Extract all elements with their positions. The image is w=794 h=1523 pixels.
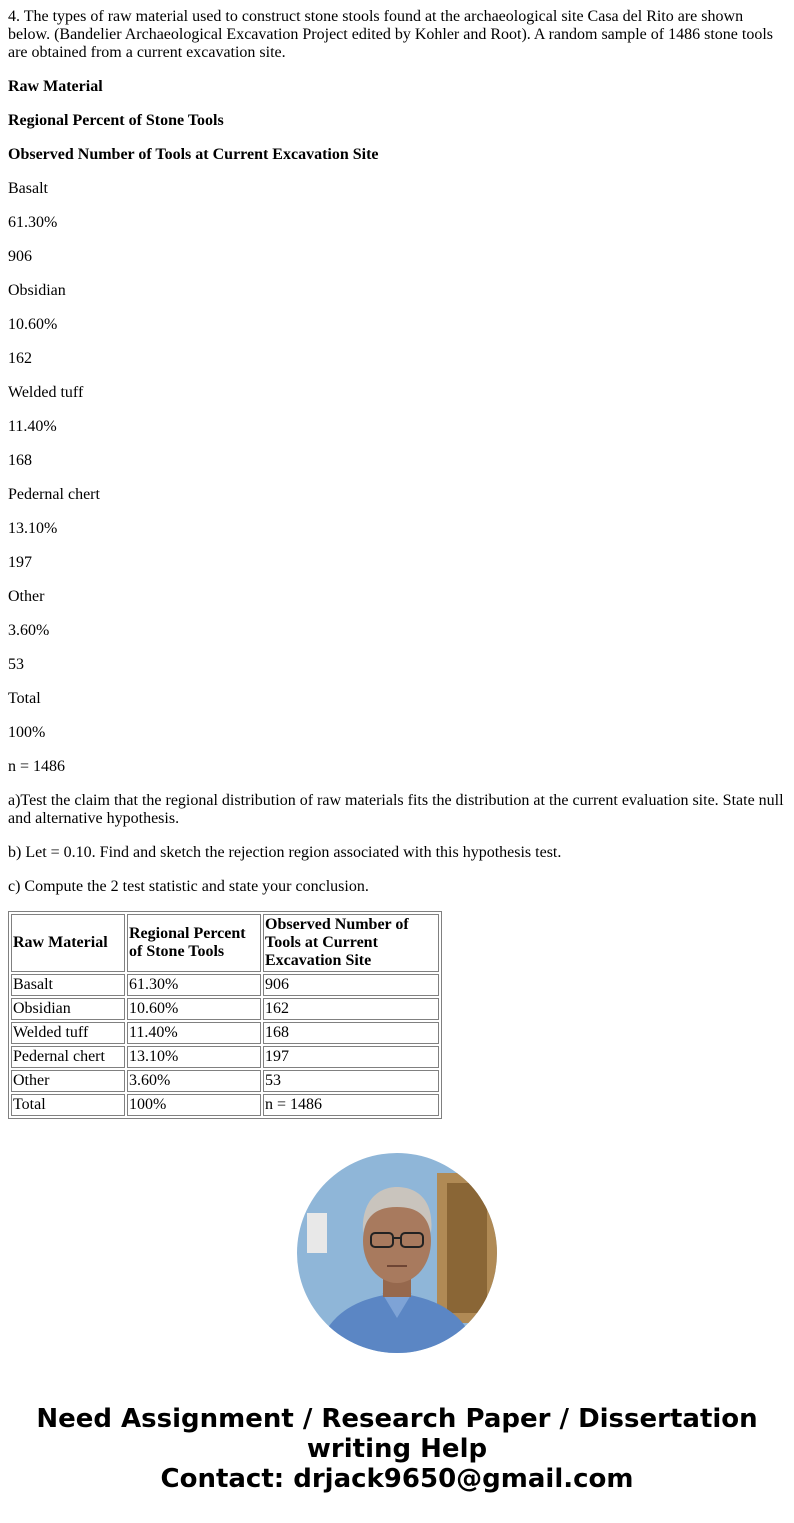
table-header-observed-number: Observed Number of Tools at Current Excavation Site: [263, 914, 439, 972]
table-row: [11, 1022, 439, 1044]
list-item-percent: 10.60%: [8, 316, 58, 333]
part-c-text: c) Compute the 2 test statistic and state your conclusion.: [8, 878, 369, 895]
table-cell-material: Basalt: [11, 974, 125, 996]
raw-material-table: [8, 911, 442, 1119]
table-cell-percent: 10.60%: [127, 998, 261, 1020]
table-header-row: [11, 914, 439, 972]
table-cell-material: Welded tuff: [11, 1022, 125, 1044]
list-item-percent: 61.30%: [8, 214, 58, 231]
table-cell-percent: 61.30%: [127, 974, 261, 996]
list-item-material: Total: [8, 690, 41, 707]
table-cell-observed: n = 1486: [263, 1094, 439, 1116]
table-cell-percent: 13.10%: [127, 1046, 261, 1068]
author-avatar: [297, 1153, 497, 1353]
promo-line-2: writing Help: [306, 1434, 488, 1464]
table-row: [11, 1070, 439, 1092]
list-item-percent: 100%: [8, 724, 46, 741]
list-item-material: Welded tuff: [8, 384, 84, 401]
table-cell-percent: 3.60%: [127, 1070, 261, 1092]
list-item-material: Basalt: [8, 180, 48, 197]
promo-line-1: Need Assignment / Research Paper / Dissertation: [36, 1404, 758, 1434]
list-item-percent: 13.10%: [8, 520, 58, 537]
promo-contact: Contact: drjack9650@gmail.com: [160, 1464, 634, 1494]
header-observed-number: Observed Number of Tools at Current Excavation Site: [8, 146, 379, 163]
table-cell-observed: 906: [263, 974, 439, 996]
part-b-text: b) Let = 0.10. Find and sketch the rejection region associated with this hypothesis test.: [8, 844, 562, 861]
table-header-regional-percent: Regional Percent of Stone Tools: [127, 914, 261, 972]
list-item-observed: 53: [8, 656, 24, 673]
table-cell-material: Pedernal chert: [11, 1046, 125, 1068]
list-item-percent: 3.60%: [8, 622, 50, 639]
question-intro: 4. The types of raw material used to construct stone stools found at the archaeological site Casa del Rito are shown below. (Bandelier Archaeological Excavation Project edited by Kohler and Root). A random sample of 1486 stone tools are obtained from a current excavation site.: [8, 8, 773, 61]
list-item-observed: 168: [8, 452, 32, 469]
table-cell-observed: 197: [263, 1046, 439, 1068]
list-item-material: Other: [8, 588, 45, 605]
table-cell-observed: 162: [263, 998, 439, 1020]
table-row: [11, 974, 439, 996]
question-content: [8, 8, 786, 1119]
list-item-observed: n = 1486: [8, 758, 66, 775]
list-item-observed: 197: [8, 554, 32, 571]
person-photo-icon: [297, 1153, 497, 1353]
list-item-observed: 162: [8, 350, 32, 367]
header-regional-percent: Regional Percent of Stone Tools: [8, 112, 224, 129]
list-item-percent: 11.40%: [8, 418, 57, 435]
table-cell-observed: 53: [263, 1070, 439, 1092]
table-cell-material: Obsidian: [11, 998, 125, 1020]
list-item-material: Obsidian: [8, 282, 66, 299]
header-raw-material: Raw Material: [8, 78, 103, 95]
table-row: [11, 1046, 439, 1068]
table-cell-percent: 100%: [127, 1094, 261, 1116]
table-cell-observed: 168: [263, 1022, 439, 1044]
part-a-text: a)Test the claim that the regional distribution of raw materials fits the distribution at the current evaluation site. State null and alternative hypothesis.: [8, 792, 784, 827]
table-cell-percent: 11.40%: [127, 1022, 261, 1044]
table-row: [11, 1094, 439, 1116]
table-cell-material: Total: [11, 1094, 125, 1116]
table-row: [11, 998, 439, 1020]
table-cell-material: Other: [11, 1070, 125, 1092]
promo-banner: [0, 1404, 794, 1494]
list-item-material: Pedernal chert: [8, 486, 100, 503]
list-item-observed: 906: [8, 248, 32, 265]
table-header-raw-material: Raw Material: [11, 914, 125, 972]
